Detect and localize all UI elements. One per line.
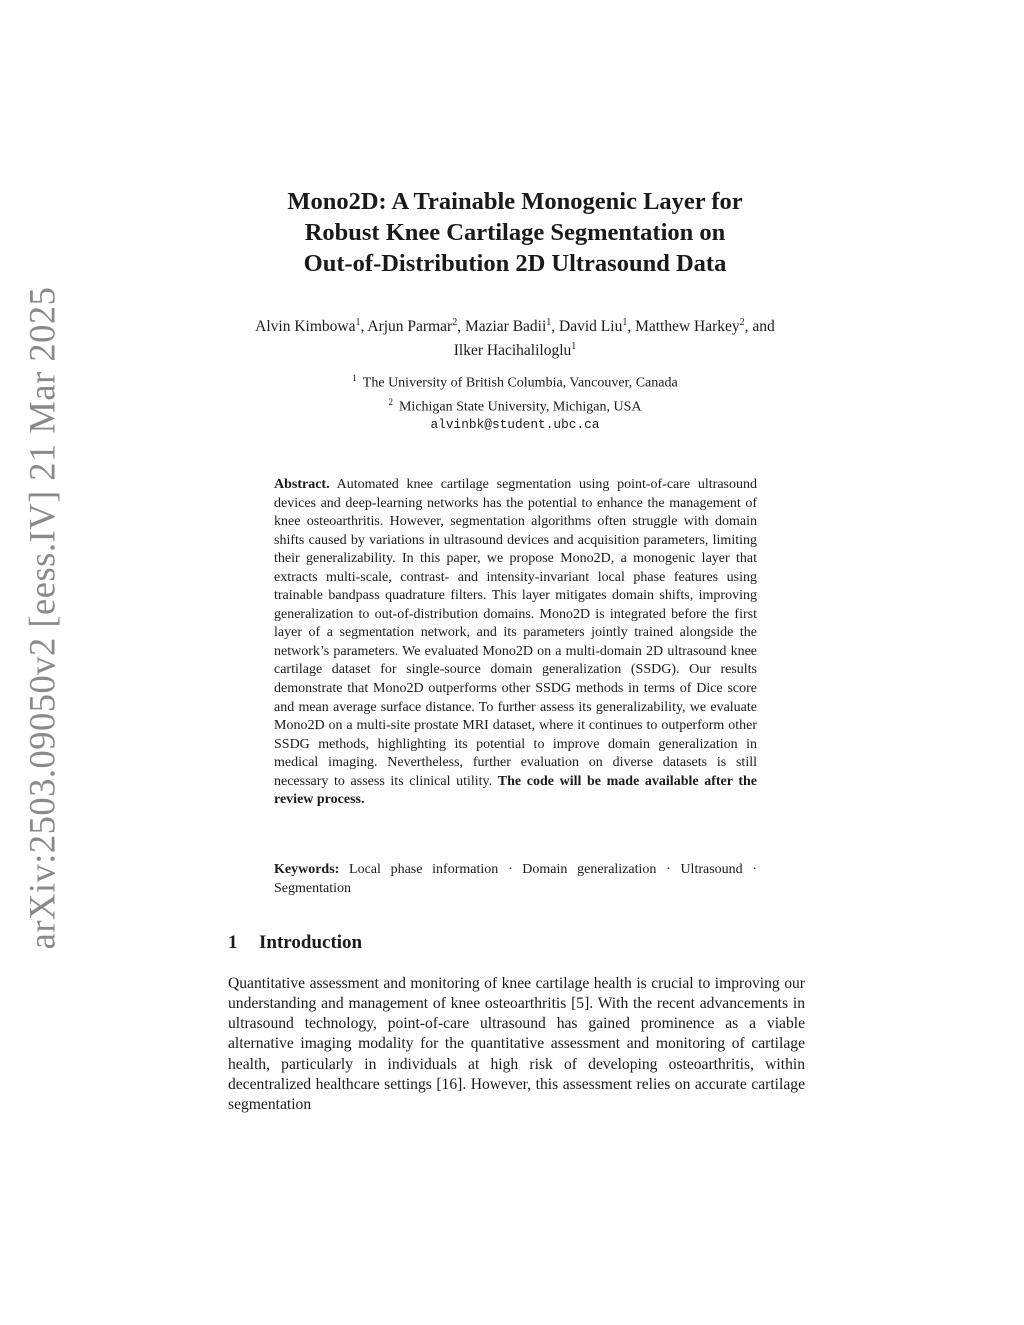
title-line: Out-of-Distribution 2D Ultrasound Data <box>303 250 727 277</box>
author-name: Arjun Parmar <box>367 318 453 336</box>
affiliation-mark: 1 <box>571 341 577 353</box>
affiliation-line <box>240 393 790 417</box>
abstract-label: Abstract. <box>274 477 330 492</box>
paper-title <box>200 186 830 279</box>
affiliation-line <box>240 369 790 393</box>
keywords <box>274 860 757 898</box>
abstract <box>274 476 757 810</box>
affiliation-mark: 1 <box>546 317 552 328</box>
author-separator: , <box>360 318 368 336</box>
arxiv-identifier-stamp: arXiv:2503.09050v2 [eess.IV] 21 Mar 2025 <box>21 286 63 950</box>
affiliation-mark: 1 <box>622 317 628 328</box>
author-separator: , <box>627 318 636 336</box>
affiliations <box>240 369 790 434</box>
section-number: 1 <box>228 932 238 953</box>
keywords-label: Keywords: <box>274 862 340 877</box>
affiliation-text: The University of British Columbia, Vancouver, Canada <box>362 375 678 391</box>
affiliation-mark: 1 <box>355 317 361 328</box>
title-line: Mono2D: A Trainable Monogenic Layer for <box>287 188 743 215</box>
abstract-code-note: The code will be made available after the review process. <box>274 773 758 808</box>
author-name: Matthew Harkey <box>635 318 740 336</box>
author-separator: , and <box>744 318 775 336</box>
author-name: Ilker Hacihaliloglu <box>453 342 572 360</box>
title-line: Robust Knee Cartilage Segmentation on <box>304 219 726 246</box>
affiliation-mark: 1 <box>352 373 357 383</box>
author-separator: , <box>457 318 465 336</box>
keywords-text: Local phase information · Domain generalization · Ultrasound · Segmentation <box>274 862 758 896</box>
section-heading <box>228 932 362 954</box>
abstract-body: Automated knee cartilage segmentation using point-of-care ultrasound devices and deep-learning networks has the potential to enhance the management of knee osteoarthritis. However, segmentation algorithms often struggle with domain shifts caused by variations in ultrasound devices and acquisition parameters, limiting their generalizability. In this paper, we propose Mono2D, a monogenic layer that extracts multi-scale, contrast- and intensity-invariant local phase features using trainable bandpass quadrature filters. This layer mitigates domain shifts, improving generalization to out-of-distribution domains. Mono2D is integrated before the first layer of a segmentation network, and its parameters jointly trained alongside the network’s parameters. We evaluated Mono2D on a multi-domain 2D ultrasound knee cartilage dataset for single-source domain generalization (SSDG). Our results demonstrate that Mono2D outperforms other SSDG methods in terms of Dice score and mean average surface distance. To further assess its generalizability, we evaluate Mono2D on a multi-site prostate MRI dataset, where it continues to outperform other SSDG methods, highlighting its potential to improve domain generalization in medical imaging. Nevertheless, further evaluation on diverse datasets is still necessary to assess its clinical utility. <box>274 477 757 789</box>
author-name: Alvin Kimbowa <box>255 318 356 336</box>
affiliation-text: Michigan State University, Michigan, USA <box>398 399 642 415</box>
contact-email: alvinbk@student.ubc.ca <box>430 417 600 433</box>
introduction-paragraph: Quantitative assessment and monitoring of knee cartilage health is crucial to improving our understanding and management of knee osteoarthritis [5]. With the recent advancements in ultrasound technology, point-of-care ultrasound has gained prominence as a viable alternative imaging modality for the quantitative assessment and monitoring of cartilage health, particularly in individuals at high risk of developing osteoarthritis, within decentralized healthcare settings [16]. However, this assessment relies on accurate cartilage segmentation <box>228 975 805 1113</box>
author-list <box>240 313 790 361</box>
author-name: Maziar Badii <box>464 318 547 336</box>
author-separator: , <box>551 318 560 336</box>
author-name: David Liu <box>559 318 623 336</box>
affiliation-mark: 2 <box>739 317 745 328</box>
affiliation-mark: 2 <box>452 317 458 328</box>
affiliation-mark: 2 <box>388 396 393 407</box>
section-title: Introduction <box>259 932 363 953</box>
